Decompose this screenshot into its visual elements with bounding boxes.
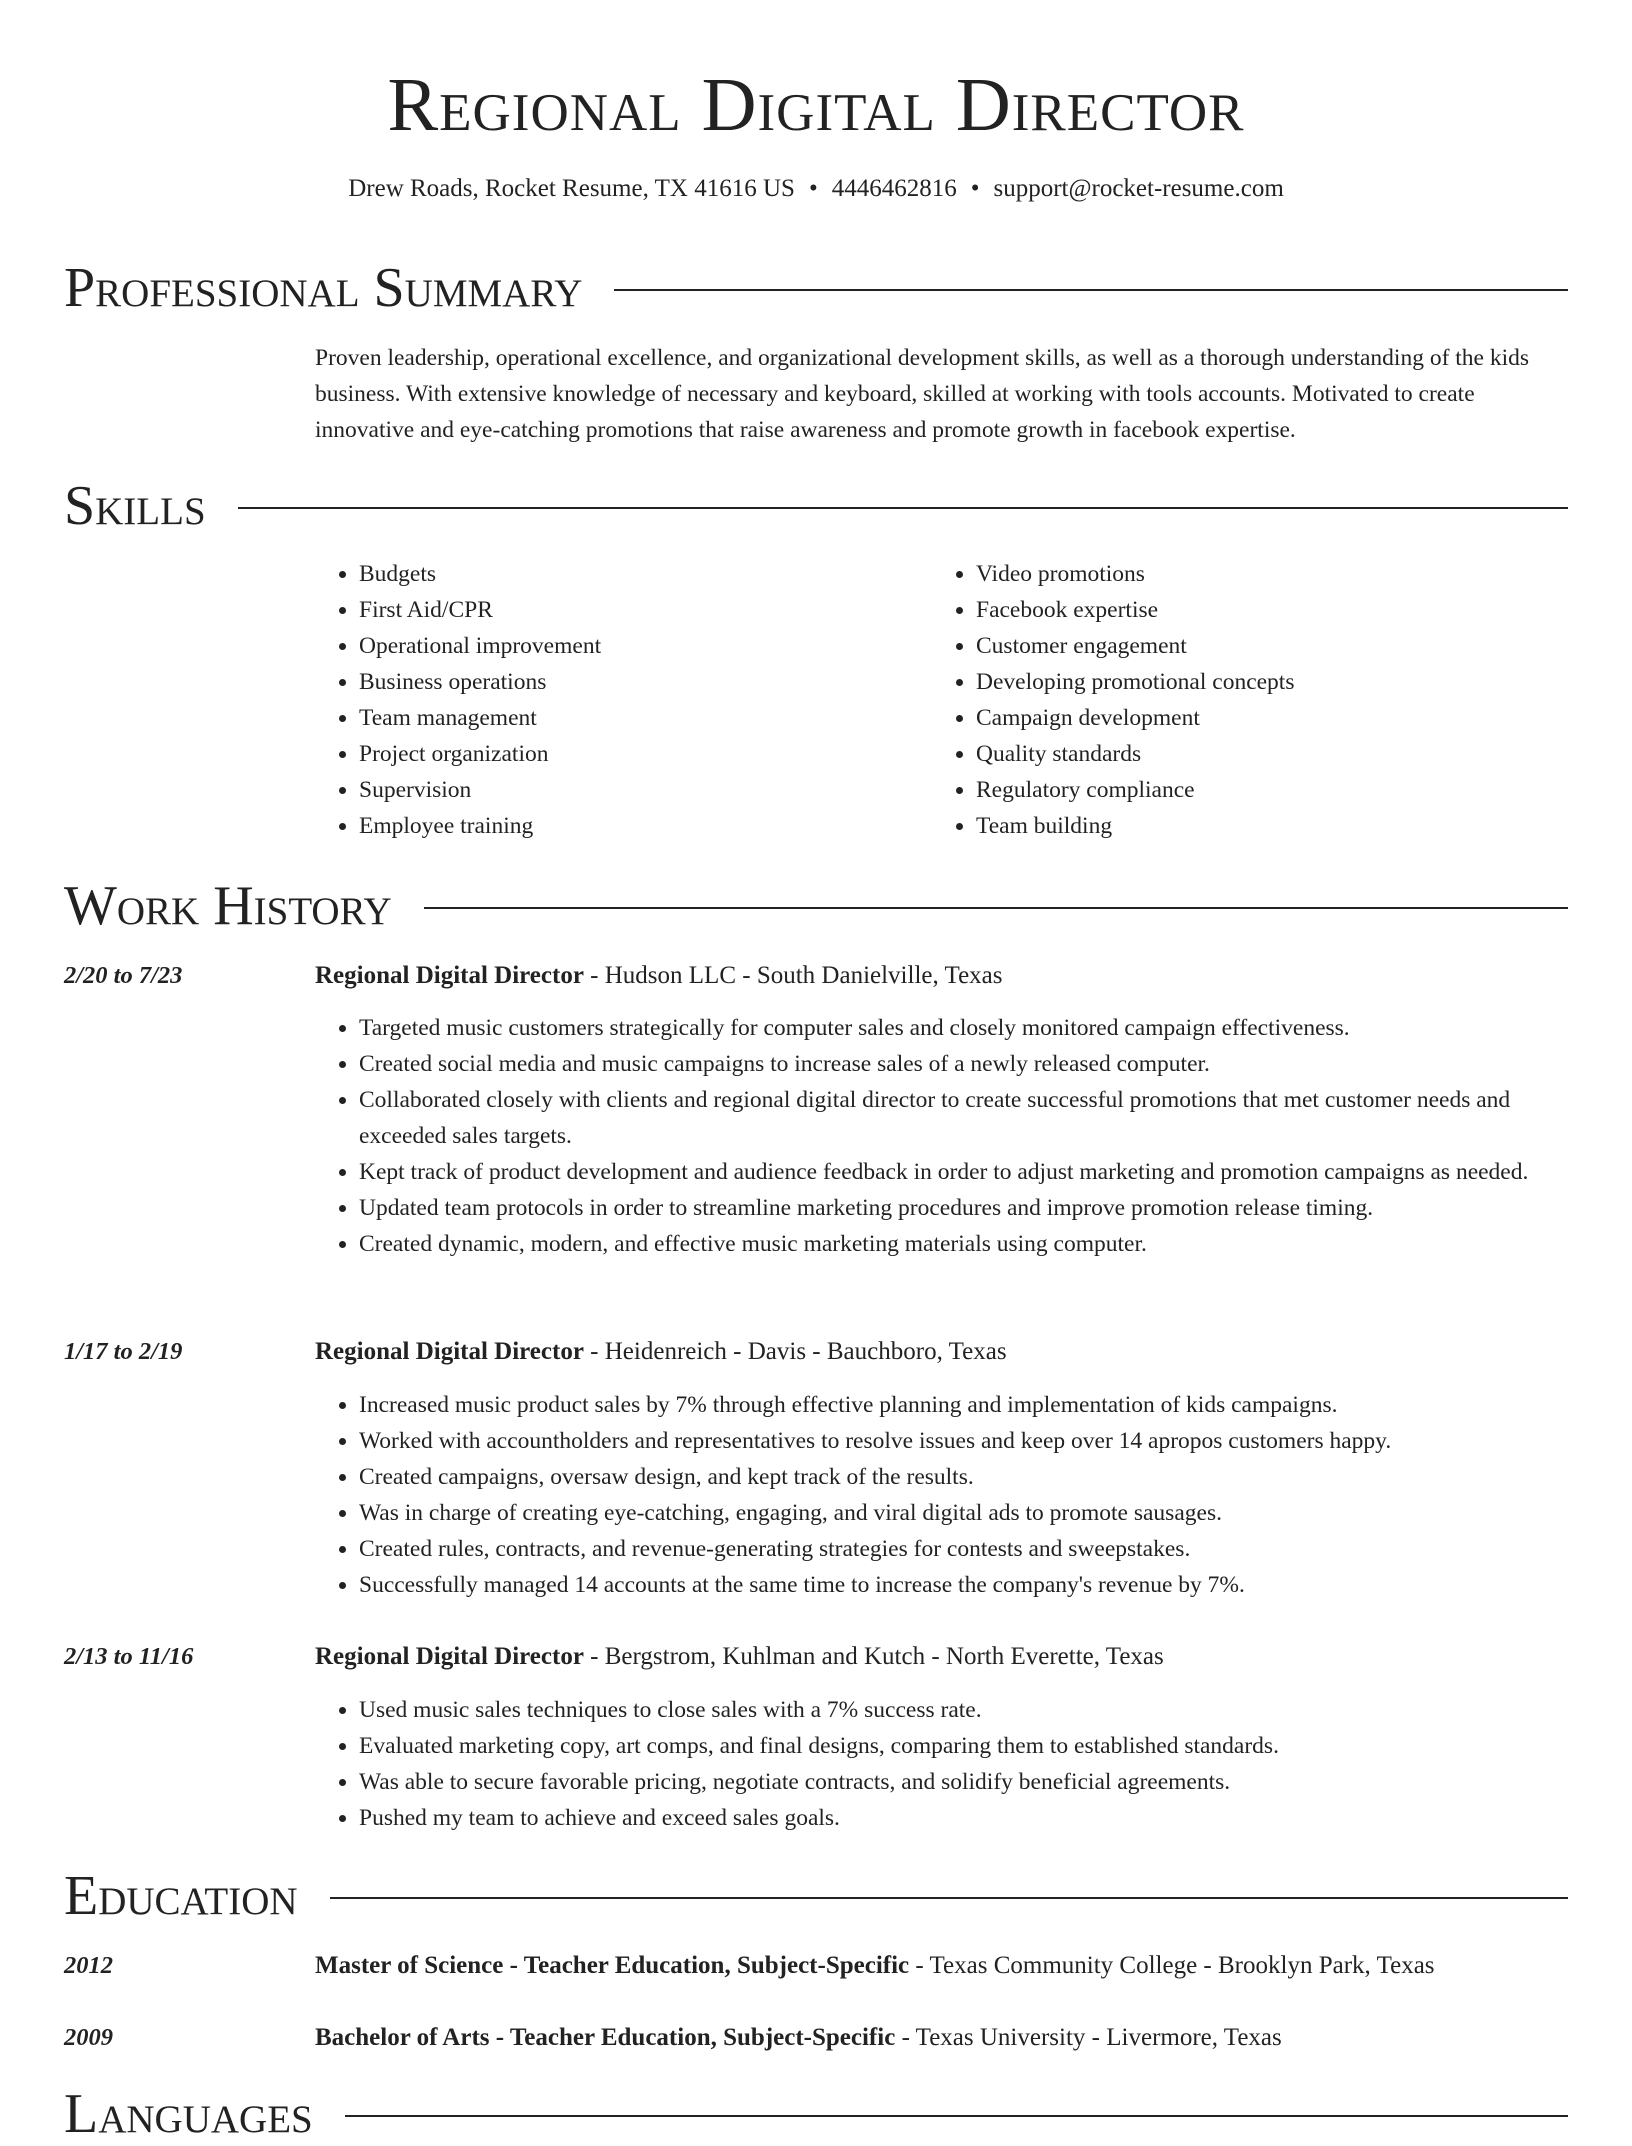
education-entry	[315, 1949, 1568, 1983]
section-education-header	[64, 1864, 1568, 1928]
education-year: 2009	[64, 2024, 113, 2051]
section-divider	[345, 2115, 1568, 2117]
job-bullet: • Worked with accountholders and representatives to resolve issues and keep over 14 apropos customers happy.	[359, 1423, 1568, 1459]
job-bullet: • Used music sales techniques to close sales with a 7% success rate.	[359, 1692, 1568, 1728]
job-bullet: • Pushed my team to achieve and exceed sales goals.	[359, 1800, 1568, 1836]
job-heading	[315, 1640, 1568, 1674]
job-bullet: • Created campaigns, oversaw design, and kept track of the results.	[359, 1459, 1568, 1495]
section-divider	[424, 907, 1568, 909]
education-entry	[315, 2021, 1568, 2055]
section-work-header	[64, 874, 1568, 938]
section-divider	[238, 507, 1568, 509]
skill-item: • Project organization	[359, 736, 939, 772]
skill-item: • Operational improvement	[359, 628, 939, 664]
job-bullet: • Successfully managed 14 accounts at the same time to increase the company's revenue by 7%.	[359, 1567, 1568, 1603]
job-bullet: • Evaluated marketing copy, art comps, and final designs, comparing them to established standards.	[359, 1728, 1568, 1764]
skill-item: • Developing promotional concepts	[976, 664, 1576, 700]
skill-item: • Video promotions	[976, 556, 1576, 592]
skill-item: • Supervision	[359, 772, 939, 808]
job-dates: 1/17 to 2/19	[64, 1338, 183, 1365]
skill-item: • Campaign development	[976, 700, 1576, 736]
skill-item: • Business operations	[359, 664, 939, 700]
job-bullets	[315, 1010, 1568, 1262]
job-title: Regional Digital Director	[315, 1338, 584, 1365]
skill-item: • Employee training	[359, 808, 939, 844]
section-divider	[614, 289, 1568, 291]
section-summary-header	[64, 256, 1568, 320]
job-bullet: • Was in charge of creating eye-catching, engaging, and viral digital ads to promote sausages.	[359, 1495, 1568, 1531]
skills-list-left	[315, 556, 939, 844]
job-heading	[315, 959, 1568, 993]
contact-address: Drew Roads, Rocket Resume, TX 41616 US	[348, 175, 795, 202]
skill-item: • Budgets	[359, 556, 939, 592]
education-school: - Texas University - Livermore, Texas	[895, 2024, 1282, 2051]
job-bullet: • Kept track of product development and audience feedback in order to adjust marketing and promotion campaigns as needed.	[359, 1154, 1568, 1190]
job-bullet: • Created dynamic, modern, and effective music marketing materials using computer.	[359, 1226, 1568, 1262]
education-degree: Master of Science - Teacher Education, Subject-Specific	[315, 1952, 910, 1979]
job-bullet: • Increased music product sales by 7% through effective planning and implementation of kids campaigns.	[359, 1387, 1568, 1423]
contact-email[interactable]: support@rocket-resume.com	[993, 175, 1284, 202]
job-bullet: • Created social media and music campaigns to increase sales of a newly released computer.	[359, 1046, 1568, 1082]
contact-separator: •	[970, 175, 980, 202]
skill-item: • First Aid/CPR	[359, 592, 939, 628]
job-bullets	[315, 1692, 1568, 1836]
section-title: Work History	[64, 875, 392, 937]
section-skills-header	[64, 474, 1568, 538]
skill-item: • Team building	[976, 808, 1576, 844]
job-bullet: • Updated team protocols in order to streamline marketing procedures and improve promotion release timing.	[359, 1190, 1568, 1226]
section-languages-header	[64, 2082, 1568, 2146]
education-school: - Texas Community College - Brooklyn Park, Texas	[909, 1952, 1435, 1979]
skills-list-right	[932, 556, 1576, 844]
education-degree: Bachelor of Arts - Teacher Education, Subject-Specific	[315, 2024, 896, 2051]
job-title: Regional Digital Director	[315, 962, 584, 989]
summary-text: Proven leadership, operational excellence, and organizational development skills, as well as a thorough understanding of the kids business. With extensive knowledge of necessary and keyboard, skilled at working with tools accounts. Motivated to create innovative and eye-catching promotions that raise awareness and promote growth in facebook expertise.	[315, 345, 1530, 443]
job-title: Regional Digital Director	[315, 1643, 584, 1670]
skill-item: • Regulatory compliance	[976, 772, 1576, 808]
contact-phone: 4446462816	[831, 175, 957, 202]
section-title: Skills	[64, 475, 206, 537]
job-employer: - Bergstrom, Kuhlman and Kutch - North Everette, Texas	[583, 1643, 1164, 1670]
job-bullet: • Created rules, contracts, and revenue-generating strategies for contests and sweepstakes.	[359, 1531, 1568, 1567]
job-bullet: • Collaborated closely with clients and regional digital director to create successful promotions that met customer needs and exceeded sales targets.	[359, 1082, 1568, 1154]
skill-item: • Customer engagement	[976, 628, 1576, 664]
job-bullet: • Was able to secure favorable pricing, negotiate contracts, and solidify beneficial agreements.	[359, 1764, 1568, 1800]
skill-item: • Team management	[359, 700, 939, 736]
contact-line	[0, 172, 1632, 206]
section-title: Languages	[64, 2083, 313, 2145]
contact-separator: •	[808, 175, 818, 202]
job-bullet: • Targeted music customers strategically for computer sales and closely monitored campaign effectiveness.	[359, 1010, 1568, 1046]
section-title: Education	[64, 1865, 298, 1927]
section-divider	[330, 1897, 1568, 1899]
skill-item: • Facebook expertise	[976, 592, 1576, 628]
resume-name: Regional Digital Director	[387, 63, 1245, 147]
education-year: 2012	[64, 1952, 113, 1979]
job-employer: - Hudson LLC - South Danielville, Texas	[583, 962, 1003, 989]
job-bullets	[315, 1387, 1568, 1603]
job-employer: - Heidenreich - Davis - Bauchboro, Texas	[583, 1338, 1007, 1365]
section-title: Professional Summary	[64, 257, 583, 319]
job-heading	[315, 1335, 1568, 1369]
job-dates: 2/20 to 7/23	[64, 962, 183, 989]
skill-item: • Quality standards	[976, 736, 1576, 772]
job-dates: 2/13 to 11/16	[64, 1643, 194, 1670]
